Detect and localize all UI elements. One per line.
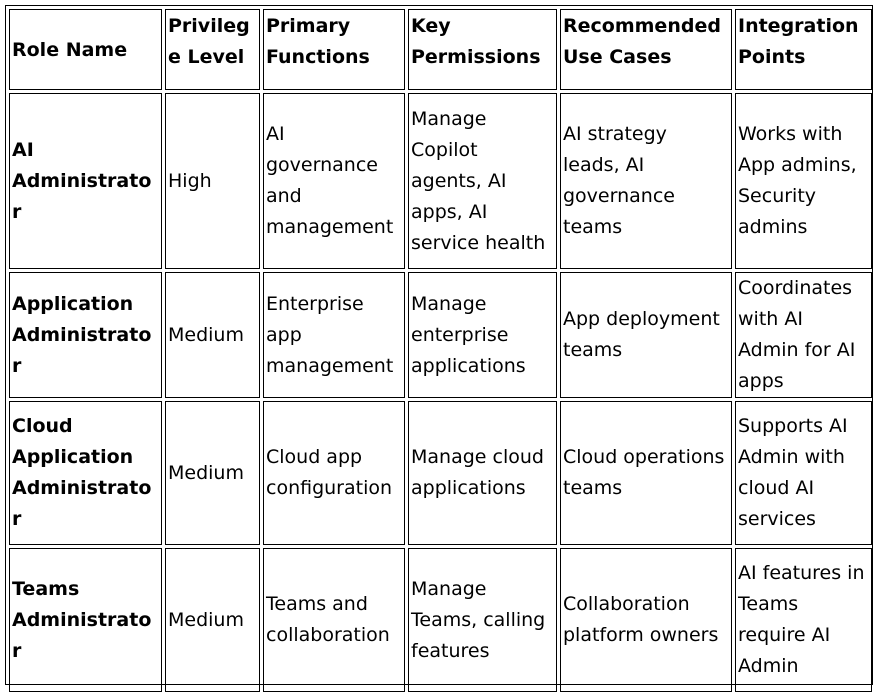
cell-primary-functions: Enterprise app management <box>263 272 405 398</box>
cell-privilege-level: Medium <box>165 548 260 692</box>
cell-role-name: Application Administrator <box>9 272 162 398</box>
cell-role-name: AI Administrator <box>9 93 162 269</box>
cell-integration-points: Supports AI Admin with cloud AI services <box>735 401 872 545</box>
cell-recommended-use-cases: App deployment teams <box>560 272 732 398</box>
header-recommended-use-cases: Recommended Use Cases <box>560 9 732 90</box>
cell-primary-functions: Teams and collaboration <box>263 548 405 692</box>
cell-key-permissions: Manage enterprise applications <box>408 272 557 398</box>
header-primary-functions: Primary Functions <box>263 9 405 90</box>
cell-primary-functions: AI governance and management <box>263 93 405 269</box>
cell-role-name: Teams Administrator <box>9 548 162 692</box>
header-key-permissions: Key Permissions <box>408 9 557 90</box>
roles-table-container <box>5 5 873 685</box>
header-row <box>9 9 872 90</box>
cell-privilege-level: Medium <box>165 272 260 398</box>
cell-recommended-use-cases: AI strategy leads, AI governance teams <box>560 93 732 269</box>
cell-privilege-level: Medium <box>165 401 260 545</box>
cell-primary-functions: Cloud app configuration <box>263 401 405 545</box>
table-row <box>9 548 872 692</box>
cell-integration-points: AI features in Teams require AI Admin <box>735 548 872 692</box>
cell-integration-points: Coordinates with AI Admin for AI apps <box>735 272 872 398</box>
header-integration-points: Integration Points <box>735 9 872 90</box>
cell-key-permissions: Manage Teams, calling features <box>408 548 557 692</box>
cell-integration-points: Works with App admins, Security admins <box>735 93 872 269</box>
cell-role-name: Cloud Application Administrator <box>9 401 162 545</box>
cell-privilege-level: High <box>165 93 260 269</box>
table-row <box>9 93 872 269</box>
cell-recommended-use-cases: Cloud operations teams <box>560 401 732 545</box>
cell-key-permissions: Manage cloud applications <box>408 401 557 545</box>
cell-key-permissions: Manage Copilot agents, AI apps, AI service health <box>408 93 557 269</box>
roles-table <box>6 6 875 695</box>
table-row <box>9 272 872 398</box>
cell-recommended-use-cases: Collaboration platform owners <box>560 548 732 692</box>
header-privilege-level: Privilege Level <box>165 9 260 90</box>
header-role-name: Role Name <box>9 9 162 90</box>
table-row <box>9 401 872 545</box>
